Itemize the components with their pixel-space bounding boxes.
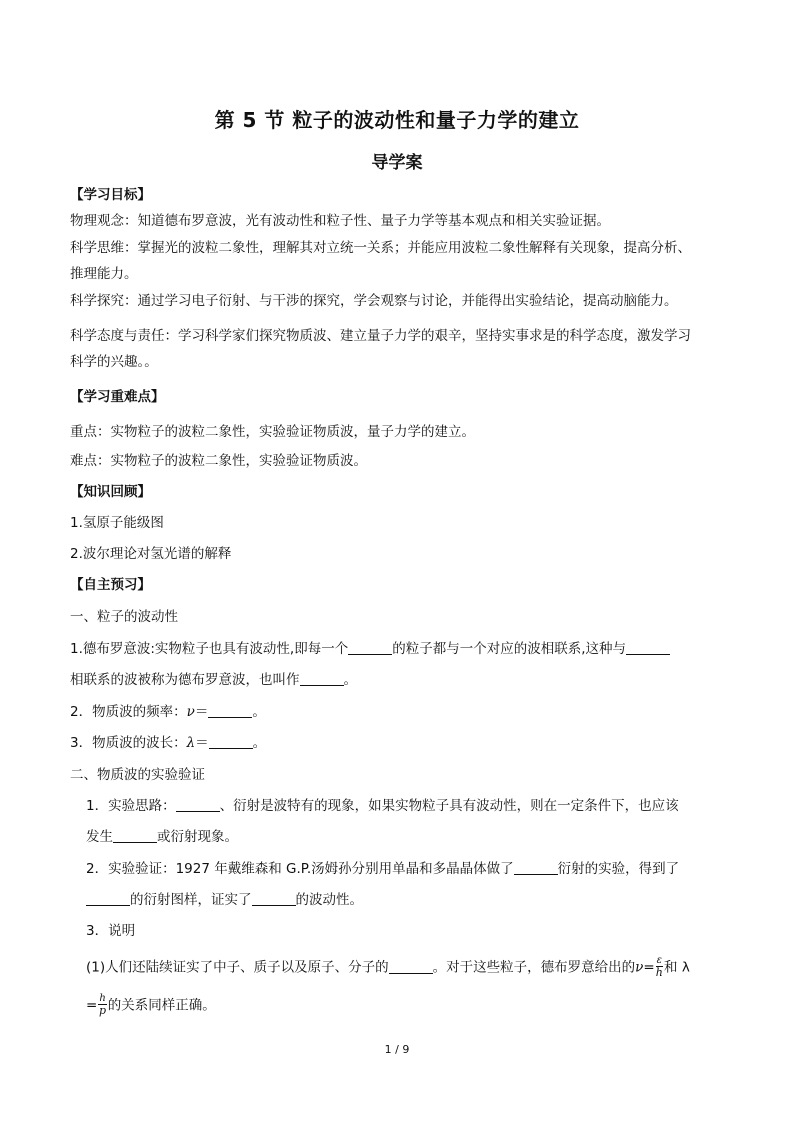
fill-blank xyxy=(113,828,157,843)
denominator: h xyxy=(655,966,663,979)
explanation-1-line-2 xyxy=(86,994,216,1017)
text: 的粒子都与一个对应的波相联系,这种与 xyxy=(392,641,627,657)
fill-blank xyxy=(389,959,433,974)
goal-scientific-thinking-2: 推理能力。 xyxy=(70,266,138,282)
experiment-idea-line-2 xyxy=(86,828,238,846)
equals: ＝ xyxy=(194,704,209,720)
page-title: 第 5 节 粒子的波动性和量子力学的建立 xyxy=(214,108,580,132)
text: 的波动性。 xyxy=(295,892,363,908)
debroglie-wave-line-2 xyxy=(70,671,357,689)
key-point: 重点：实物粒子的波粒二象性，实验验证物质波，量子力学的建立。 xyxy=(70,424,475,440)
fill-blank xyxy=(348,640,392,655)
matter-wave-wavelength xyxy=(70,734,266,752)
text: 3．物质波的波长： xyxy=(70,735,187,751)
key-points-heading: 【学习重难点】 xyxy=(70,389,165,405)
fraction-h-over-p xyxy=(98,994,106,1017)
fill-blank xyxy=(252,891,296,906)
text: 。 xyxy=(252,704,266,720)
numerator: h xyxy=(99,993,106,1004)
preview-heading: 【自主预习】 xyxy=(70,577,151,593)
section-1-heading: 一、粒子的波动性 xyxy=(70,609,178,625)
review-item-2: 2.波尔理论对氢光谱的解释 xyxy=(70,546,232,562)
text: 的衍射图样，证实了 xyxy=(130,892,252,908)
explanation-heading: 3．说明 xyxy=(86,923,136,939)
text: 1.德布罗意波:实物粒子也具有波动性,即每一个 xyxy=(70,641,349,657)
text: 发生 xyxy=(86,829,113,845)
goal-attitude-2: 科学的兴趣。。 xyxy=(70,354,158,370)
text: (1)人们还陆续证实了中子、质子以及原子、分子的 xyxy=(86,959,389,976)
page-subtitle: 导学案 xyxy=(371,153,423,173)
difficult-point: 难点：实物粒子的波粒二象性，实验验证物质波。 xyxy=(70,453,367,469)
goal-scientific-thinking-1: 科学思维：掌握光的波粒二象性，理解其对立统一关系；并能应用波粒二象性解释有关现象，提高分析、 xyxy=(70,240,691,256)
equals: = xyxy=(643,959,655,976)
text: 2．实验验证：1927 年戴维森和 G.P.汤姆孙分别用单晶和多晶晶体做了 xyxy=(86,861,514,877)
fill-blank xyxy=(300,671,344,686)
denominator: p xyxy=(99,1004,107,1017)
experiment-idea-line-1 xyxy=(86,797,679,815)
experiment-verify-line-2 xyxy=(86,891,363,909)
text: 和 λ xyxy=(664,959,690,976)
fill-blank xyxy=(626,640,670,655)
nu-symbol: ν xyxy=(635,959,644,976)
fill-blank xyxy=(176,797,220,812)
text: 1．实验思路： xyxy=(86,798,176,814)
debroglie-wave-line-1 xyxy=(70,640,670,658)
page-number: 1 / 9 xyxy=(384,1043,410,1056)
text: 的关系同样正确。 xyxy=(107,997,216,1014)
goal-physics-concept: 物理观念：知道德布罗意波，光有波动性和粒子性、量子力学等基本观点和相关实验证据。 xyxy=(70,213,610,229)
fill-blank xyxy=(208,703,252,718)
text: 。 xyxy=(252,735,267,751)
review-item-1: 1.氢原子能级图 xyxy=(70,515,164,531)
experiment-verify-line-1 xyxy=(86,860,679,878)
numerator: ε xyxy=(656,955,663,966)
text: 、衍射是波特有的现象，如果实物粒子具有波动性，则在一定条件下，也应该 xyxy=(219,798,679,814)
goal-scientific-inquiry: 科学探究：通过学习电子衍射、与干涉的探究，学会观察与讨论，并能得出实验结论，提高动脑能力。 xyxy=(70,293,678,309)
fraction-epsilon-over-h xyxy=(656,956,663,979)
nu-symbol: ν xyxy=(186,704,195,720)
equals: = xyxy=(86,997,98,1014)
text: 。 xyxy=(343,672,357,688)
fill-blank xyxy=(514,860,558,875)
text: 衍射的实验，得到了 xyxy=(557,861,680,877)
goals-heading: 【学习目标】 xyxy=(70,187,151,203)
review-heading: 【知识回顾】 xyxy=(70,484,151,500)
text: 相联系的波被称为德布罗意波，也叫作 xyxy=(70,672,300,688)
section-2-heading: 二、物质波的实验验证 xyxy=(70,767,205,783)
fill-blank xyxy=(86,891,130,906)
fill-blank xyxy=(209,734,253,749)
goal-attitude-1: 科学态度与责任：学习科学家们探究物质波、建立量子力学的艰辛，坚持实事求是的科学态度，激发学习 xyxy=(70,328,691,344)
text: 或衍射现象。 xyxy=(157,829,238,845)
explanation-1-line-1 xyxy=(86,956,690,979)
equals: ＝ xyxy=(195,735,209,751)
matter-wave-frequency xyxy=(70,703,266,721)
text: 2．物质波的频率： xyxy=(70,704,187,720)
text: 。对于这些粒子，德布罗意给出的 xyxy=(432,959,636,976)
lambda-symbol: λ xyxy=(186,735,196,751)
